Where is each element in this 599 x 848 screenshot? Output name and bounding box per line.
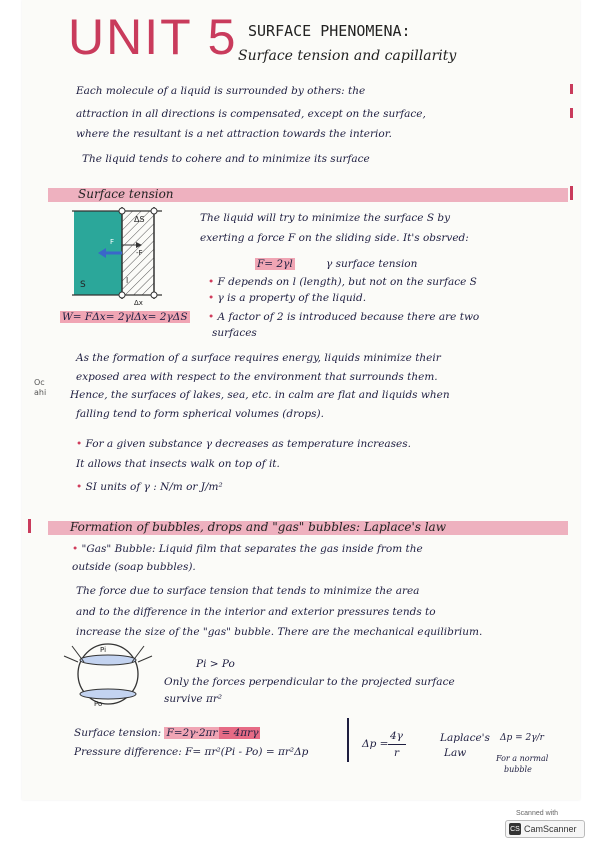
s1-bullet: • γ is a property of the liquid. (208, 292, 367, 304)
s2-bullet: • "Gas" Bubble: Liquid film that separates the gas inside from the (72, 543, 423, 555)
scanned-with-label: Scanned with (516, 810, 559, 817)
s1-bullet: • F depends on l (length), but not on the surface S (208, 276, 477, 288)
s1-bullet-cont: surfaces (212, 327, 257, 339)
surface-tension-formula: Surface tension: F=2γ·2πr = 4πrγ (74, 727, 259, 739)
s2-text-line: and to the difference in the interior and exterior pressures tends to (76, 606, 436, 618)
s2-text-line: increase the size of the "gas" bubble. There are the mechanical equilibrium. (76, 626, 483, 638)
page-title: SURFACE PHENOMENA: (248, 22, 411, 40)
svg-text:ΔS: ΔS (134, 215, 145, 224)
s1-text-line: exerting a force F on the sliding side. It's obsrved: (200, 232, 469, 244)
tension-formula-note: γ surface tension (326, 258, 418, 270)
svg-text:-F: -F (136, 249, 143, 257)
svg-text:Pi: Pi (100, 646, 107, 654)
pressure-difference-formula: Pressure difference: F= πr²(Pi - Po) = πr²Δp (74, 746, 309, 758)
margin-tick (570, 108, 573, 118)
intro-line: The liquid tends to cohere and to minimize its surface (82, 153, 370, 165)
s2-note-line: survive πr² (164, 693, 223, 705)
page-subtitle: Surface tension and capillarity (238, 48, 457, 64)
s1-bullet2-cont: It allows that insects walk on top of it. (76, 458, 280, 470)
s1-bullet2: • For a given substance γ decreases as temperature increases. (76, 438, 411, 450)
fraction-bar (388, 744, 406, 745)
divider (347, 718, 349, 762)
intro-line: Each molecule of a liquid is surrounded by others: the (76, 85, 366, 97)
section-heading: Formation of bubbles, drops and "gas" bubbles: Laplace's law (70, 520, 446, 534)
s1-bullet: • A factor of 2 is introduced because there are two (208, 311, 480, 323)
laplace-formula-top: 4γ (390, 730, 403, 742)
s1-paragraph-line: exposed area with respect to the environment that surrounds them. (76, 371, 438, 383)
unit-title: UNIT 5 (68, 9, 238, 65)
margin-tick (570, 186, 573, 200)
normal-bubble-formula: Δp = 2γ/r (500, 733, 544, 743)
sliding-frame-figure (62, 205, 182, 305)
work-formula: W= FΔx= 2γlΔx= 2γΔS (62, 311, 188, 323)
s1-text-line: The liquid will try to minimize the surface S by (200, 212, 451, 224)
camscanner-name: CamScanner (524, 824, 577, 834)
s2-text-line: The force due to surface tension that tends to minimize the area (76, 585, 420, 597)
normal-bubble-note: bubble (504, 765, 532, 774)
tension-formula: F= 2γl (257, 258, 293, 270)
svg-text:l: l (126, 276, 129, 285)
laplace-law-label: Law (444, 747, 467, 759)
margin-note: ahi (34, 388, 47, 397)
intro-line: attraction in all directions is compensated, except on the surface, (76, 108, 426, 120)
camscanner-icon: CS (509, 823, 521, 835)
laplace-formula-left: Δp = (362, 738, 389, 750)
s1-bullet2: • SI units of γ : N/m or J/m² (76, 481, 223, 493)
s2-bullet-cont: outside (soap bubbles). (72, 561, 196, 573)
svg-text:Δx: Δx (134, 299, 143, 305)
camscanner-badge (505, 820, 585, 838)
margin-tick (570, 84, 573, 94)
svg-text:F: F (110, 238, 115, 246)
laplace-formula-bottom: r (394, 747, 400, 759)
s1-paragraph-line: Hence, the surfaces of lakes, sea, etc. in calm are flat and liquids when (70, 389, 450, 401)
s1-paragraph-line: As the formation of a surface requires energy, liquids minimize their (76, 352, 441, 364)
section-heading: Surface tension (78, 187, 174, 201)
margin-note: Oc (34, 378, 45, 387)
svg-text:Po: Po (94, 700, 103, 708)
bubble-figure (60, 634, 160, 714)
normal-bubble-note: For a normal (496, 754, 549, 763)
s1-paragraph-line: falling tend to form spherical volumes (drops). (76, 408, 324, 420)
intro-line: where the resultant is a net attraction towards the interior. (76, 128, 392, 140)
margin-tick (28, 519, 31, 533)
s2-note-line: Only the forces perpendicular to the projected surface (164, 676, 455, 688)
svg-text:S: S (80, 280, 86, 290)
pressure-condition: Pi > Po (196, 658, 235, 670)
laplace-law-label: Laplace's (440, 732, 490, 744)
